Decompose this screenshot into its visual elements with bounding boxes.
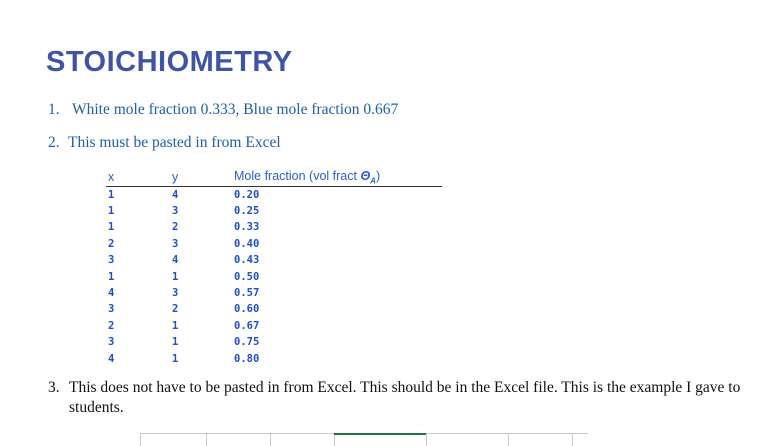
cell-x: 2 — [108, 237, 115, 250]
cell-y: 1 — [172, 352, 179, 365]
list-number: 3. — [48, 379, 60, 396]
mole-fraction-table — [106, 169, 442, 367]
theta-letter: Θ — [360, 169, 371, 183]
cell-mole-fraction: 0.40 — [234, 237, 260, 250]
spreadsheet-fragment — [140, 433, 588, 446]
cell-x: 3 — [108, 336, 115, 349]
cell-mole-fraction: 0.50 — [234, 270, 260, 283]
header-mole-fraction — [232, 169, 442, 186]
header-mole-suffix: ) — [375, 169, 381, 183]
header-y: y — [170, 169, 232, 186]
table-row — [106, 301, 442, 317]
list-number: 2. — [48, 134, 60, 151]
cell-mole-fraction: 0.20 — [234, 188, 260, 201]
cell-y: 1 — [172, 319, 179, 332]
cell-x: 1 — [108, 205, 115, 218]
table-row — [106, 203, 442, 219]
table-row — [106, 252, 442, 268]
table-row — [106, 350, 442, 366]
cell-mole-fraction: 0.43 — [234, 254, 260, 267]
sheet-column-line — [140, 434, 141, 446]
cell-x: 1 — [108, 221, 115, 234]
list-item-2 — [48, 134, 281, 152]
list-text: This does not have to be pasted in from Excel. This should be in the Excel file. This is the example I gave to students. — [69, 379, 741, 416]
cell-mole-fraction: 0.33 — [234, 221, 260, 234]
cell-mole-fraction: 0.75 — [234, 336, 260, 349]
cell-y: 2 — [172, 221, 179, 234]
sheet-column-line — [508, 434, 509, 446]
cell-x: 4 — [108, 287, 115, 300]
header-mole-prefix: Mole fraction (vol fract — [234, 169, 361, 183]
table-row — [106, 186, 442, 203]
cell-x: 2 — [108, 319, 115, 332]
cell-y: 4 — [172, 188, 179, 201]
sheet-selected-cell — [334, 433, 426, 439]
sheet-column-line — [426, 434, 427, 446]
sheet-column-line — [572, 434, 573, 446]
table-row — [106, 318, 442, 334]
list-text: White mole fraction 0.333, Blue mole fraction 0.667 — [72, 101, 399, 118]
table-header-row — [106, 169, 442, 186]
sheet-column-line — [206, 434, 207, 446]
cell-y: 3 — [172, 205, 179, 218]
table-row — [106, 334, 442, 350]
list-text: This must be pasted in from Excel — [68, 134, 281, 151]
sheet-column-line — [270, 434, 271, 446]
table-row — [106, 219, 442, 235]
theta-subscript: A — [370, 176, 376, 186]
cell-y: 1 — [172, 336, 179, 349]
cell-x: 1 — [108, 270, 115, 283]
list-item-3 — [48, 378, 748, 418]
cell-y: 2 — [172, 303, 179, 316]
cell-mole-fraction: 0.80 — [234, 352, 260, 365]
cell-mole-fraction: 0.57 — [234, 287, 260, 300]
cell-y: 3 — [172, 237, 179, 250]
table-row — [106, 236, 442, 252]
cell-y: 4 — [172, 254, 179, 267]
cell-y: 3 — [172, 287, 179, 300]
cell-x: 4 — [108, 352, 115, 365]
table-row — [106, 268, 442, 284]
list-item-1 — [48, 101, 398, 119]
cell-mole-fraction: 0.67 — [234, 319, 260, 332]
header-x: x — [106, 169, 170, 186]
cell-x: 1 — [108, 188, 115, 201]
cell-mole-fraction: 0.25 — [234, 205, 260, 218]
list-number: 1. — [48, 101, 60, 118]
cell-mole-fraction: 0.60 — [234, 303, 260, 316]
table-row — [106, 285, 442, 301]
cell-y: 1 — [172, 270, 179, 283]
page-heading: STOICHIOMETRY — [46, 46, 293, 78]
theta-symbol — [360, 169, 376, 186]
cell-x: 3 — [108, 254, 115, 267]
cell-x: 3 — [108, 303, 115, 316]
